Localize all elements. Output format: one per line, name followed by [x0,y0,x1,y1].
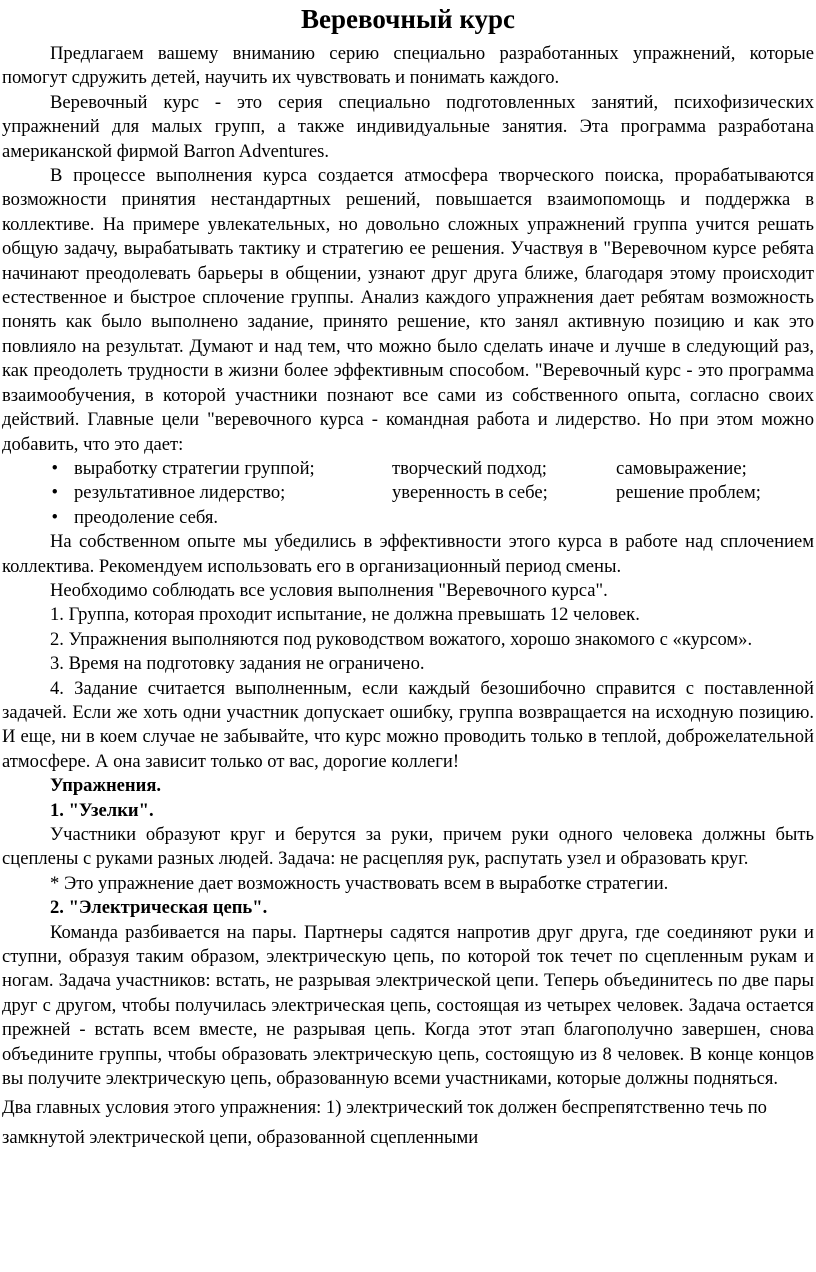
benefit-text: выработку стратегии группой; [74,457,315,479]
intro-paragraph-3: В процессе выполнения курса создается атмосфера творческого поиска, прорабатываются возможности принятия нестандартных решений, повышается взаимопомощь и поддержка в коллективе. На примере увлекательных, но довольно сложных упражнений группа учится решать общую задачу, вырабатывать тактику и стратегию ее решения. Участвуя в "Веревочном курсе ребята начинают преодолевать барьеры в общении, узнают друг друга ближе, благодаря этому происходит естественное и быстрое сплочение группы. Анализ каждого упражнения дает ребятам возможность понять как было выполнено задание, принято решение, кто занял активную позицию и как это повлияло на результат. Думают и над тем, что можно было сделать иначе и лучше в следующий раз, как преодолеть трудности в жизни более эффективным способом. "Веревочный курс - это программа взаимообучения, в которой участники познают все сами из собственного опыта, согласно своих действий. Главные цели "веревочного курса - командная работа и лидерство. Но при этом можно добавить, что это дает: [2,165,814,455]
exercise-2-text: Команда разбивается на пары. Партнеры садятся напротив друг друга, где соединяют руки и ступни, образуя таким образом, электрическую цепь, по которой ток течет по сцепленным рукам и ногам. Задача участников: встать, не разрывая электрической цепи. Теперь объединитесь по две пары друг с другом, чтобы получилась электрическая цепь, состоящая из четырех человек. Задача остается прежней - встать всем вместе, не разрывая цепь. Когда этот этап благополучно завершен, снова объедините группы, чтобы образовать электрическую цепь, состоящую из 8 человек. В конце концов вы получите электрическую цепь, образованную всеми участниками, которые должны подняться. [2,921,814,1090]
bullet-icon: • [51,506,58,528]
bullet-icon: • [51,457,58,479]
benefit-text: результативное лидерство; [74,482,286,504]
bullet-icon: • [51,482,58,504]
benefit-text: преодоление себя. [74,506,219,528]
intro-paragraph-2: Веревочный курс - это серия специально подготовленных занятий, психофизических упражнений для малых групп, а также индивидуальные занятия. Эта программа разработана американской фирмой Barron Adventures. [2,91,814,162]
benefit-text: решение проблем; [616,482,761,504]
benefit-text: самовыражение; [616,457,747,479]
exercise-2-heading: 2. "Электрическая цепь". [50,897,268,919]
exercise-2-conditions: Два главных условия этого упражнения: 1) электрический ток должен беспрепятственно течь по замкнутой электрической цепи, образованной сцепленными [2,1097,767,1149]
document-title: Веревочный курс [300,4,516,34]
exercise-1-heading: 1. "Узелки". [50,799,154,821]
exercise-1-note: * Это упражнение дает возможность участвовать всем в выработке стратегии. [50,872,669,894]
intro-paragraph-1: Предлагаем вашему вниманию серию специально разработанных упражнений, которые помогут сдружить детей, научить их чувствовать и понимать каждого. [2,43,814,89]
exercises-heading: Упражнения. [50,775,162,797]
condition-2: 2. Упражнения выполняются под руководством вожатого, хорошо знакомого с «курсом». [50,628,753,650]
benefit-text: творческий подход; [392,457,547,479]
benefit-text: уверенность в себе; [392,482,548,504]
condition-4: 4. Задание считается выполненным, если каждый безошибочно справится с поставленной задачей. Если же хоть одни участник допускает ошибку, группа возвращается на исходную позицию. И еще, ни в коем случае не забывайте, что курс можно проводить только в теплой, доброжелательной атмосфере. А она зависит только от вас, дорогие коллеги! [2,677,814,772]
benefits-list [2,457,814,530]
experience-paragraph: На собственном опыте мы убедились в эффективности этого курса в работе над сплочением коллектива. Рекомендуем использовать его в организационный период смены. [2,531,814,577]
list-item [2,481,814,505]
exercise-1-text: Участники образуют круг и берутся за руки, причем руки одного человека должны быть сцеплены с руками разных людей. Задача: не расцепляя рук, распутать узел и образовать круг. [2,824,814,870]
conditions-intro: Необходимо соблюдать все условия выполнения "Веревочного курса". [50,579,608,601]
list-item [2,457,814,481]
document-body [2,42,814,1153]
condition-1: 1. Группа, которая проходит испытание, не должна превышать 12 человек. [50,604,640,626]
condition-3: 3. Время на подготовку задания не ограничено. [50,653,425,675]
list-item [2,506,814,530]
